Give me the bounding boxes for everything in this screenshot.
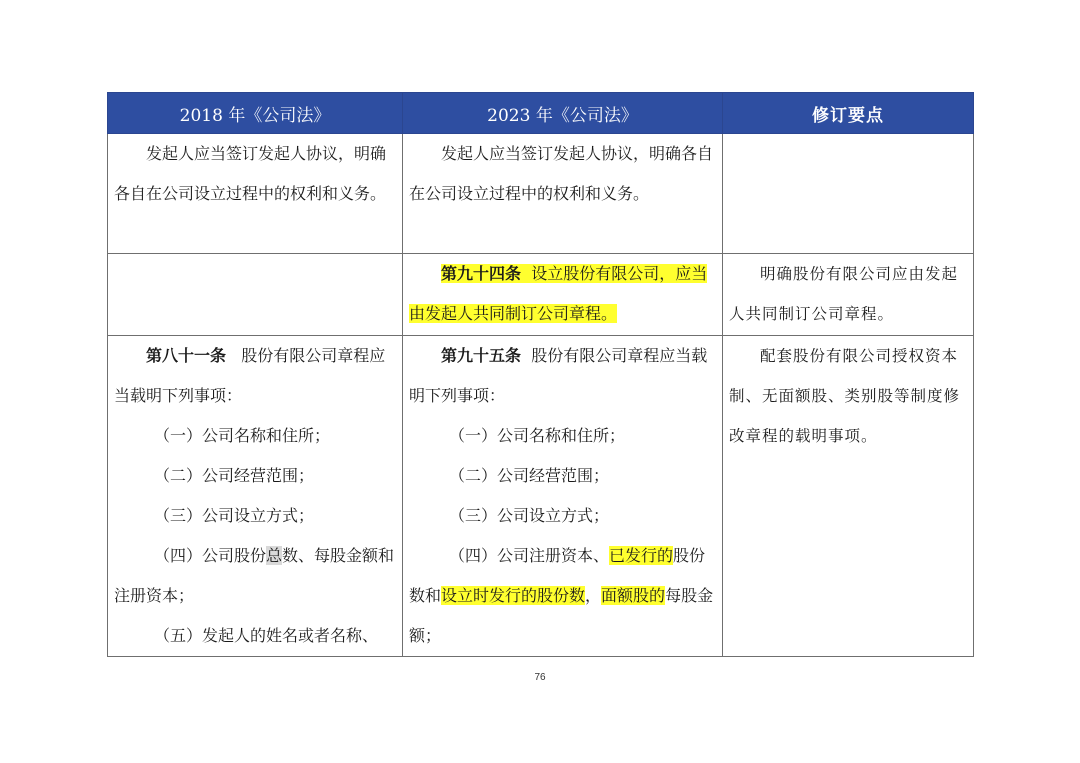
header-revision-points: 修订要点 bbox=[723, 93, 974, 134]
table-row bbox=[108, 134, 974, 254]
row2-new-article: 第九十四条 bbox=[441, 264, 522, 283]
row3-new-item-1: （一）公司名称和住所； bbox=[449, 426, 626, 445]
row3-new-item-4-highlight-1: 已发行的 bbox=[609, 546, 674, 565]
row3-new-item-4c: ， bbox=[585, 586, 602, 605]
page-number: 76 bbox=[534, 672, 546, 683]
row3-note-cell bbox=[723, 336, 974, 657]
row3-new-intro: 股份有限公司章程应当载明下列事项： bbox=[409, 346, 708, 405]
row2-note-cell bbox=[723, 254, 974, 336]
row2-old-cell bbox=[108, 254, 403, 336]
row3-new-article: 第九十五条 bbox=[441, 346, 522, 365]
row3-new-item-4b: 股份数和 bbox=[409, 546, 706, 605]
row3-old-article: 第八十一条 bbox=[146, 346, 227, 365]
table-row bbox=[108, 336, 974, 657]
row3-new-item-4-highlight-2: 设立时发行的股份数 bbox=[441, 586, 586, 605]
row3-old-cell bbox=[108, 336, 403, 657]
row2-new-cell bbox=[403, 254, 723, 336]
row3-old-item-4-deleted: 总 bbox=[266, 546, 283, 565]
header-2018-law: 2018 年《公司法》 bbox=[108, 93, 403, 134]
row3-old-item-5: （五）发起人的姓名或者名称、 bbox=[154, 626, 379, 645]
row3-old-intro: 股份有限公司章程应当载明下列事项： bbox=[114, 346, 386, 405]
row1-old-cell bbox=[108, 134, 403, 254]
header-2023-law: 2023 年《公司法》 bbox=[403, 93, 723, 134]
comparison-table bbox=[107, 92, 974, 657]
row3-old-item-2: （二）公司经营范围； bbox=[154, 466, 315, 485]
row3-new-item-4d: 每股金额； bbox=[409, 586, 714, 645]
row1-new-text: 发起人应当签订发起人协议，明确各自在公司设立过程中的权利和义务。 bbox=[409, 144, 714, 203]
row3-old-item-4a: （四）公司股份 bbox=[154, 546, 267, 565]
row3-old-item-4b: 数、每股金额和注册资本； bbox=[114, 546, 395, 605]
row3-new-item-4-highlight-3: 面额股的 bbox=[601, 586, 666, 605]
row3-new-item-3: （三）公司设立方式； bbox=[449, 506, 610, 525]
row3-old-item-3: （三）公司设立方式； bbox=[154, 506, 315, 525]
row3-note: 配套股份有限公司授权资本制、无面额股、类别股等制度修改章程的载明事项。 bbox=[729, 347, 961, 445]
row1-new-cell bbox=[403, 134, 723, 254]
row3-new-item-2: （二）公司经营范围； bbox=[449, 466, 610, 485]
table-row bbox=[108, 254, 974, 336]
row1-note-cell bbox=[723, 134, 974, 254]
row3-old-item-1: （一）公司名称和住所； bbox=[154, 426, 331, 445]
row2-new-text: 设立股份有限公司，应当由发起人共同制订公司章程。 bbox=[409, 264, 708, 323]
header-row bbox=[108, 93, 974, 134]
row1-old-text: 发起人应当签订发起人协议，明确各自在公司设立过程中的权利和义务。 bbox=[114, 144, 387, 203]
row2-note: 明确股份有限公司应由发起人共同制订公司章程。 bbox=[729, 265, 959, 323]
row3-new-cell bbox=[403, 336, 723, 657]
row3-new-item-4a: （四）公司注册资本、 bbox=[449, 546, 610, 565]
